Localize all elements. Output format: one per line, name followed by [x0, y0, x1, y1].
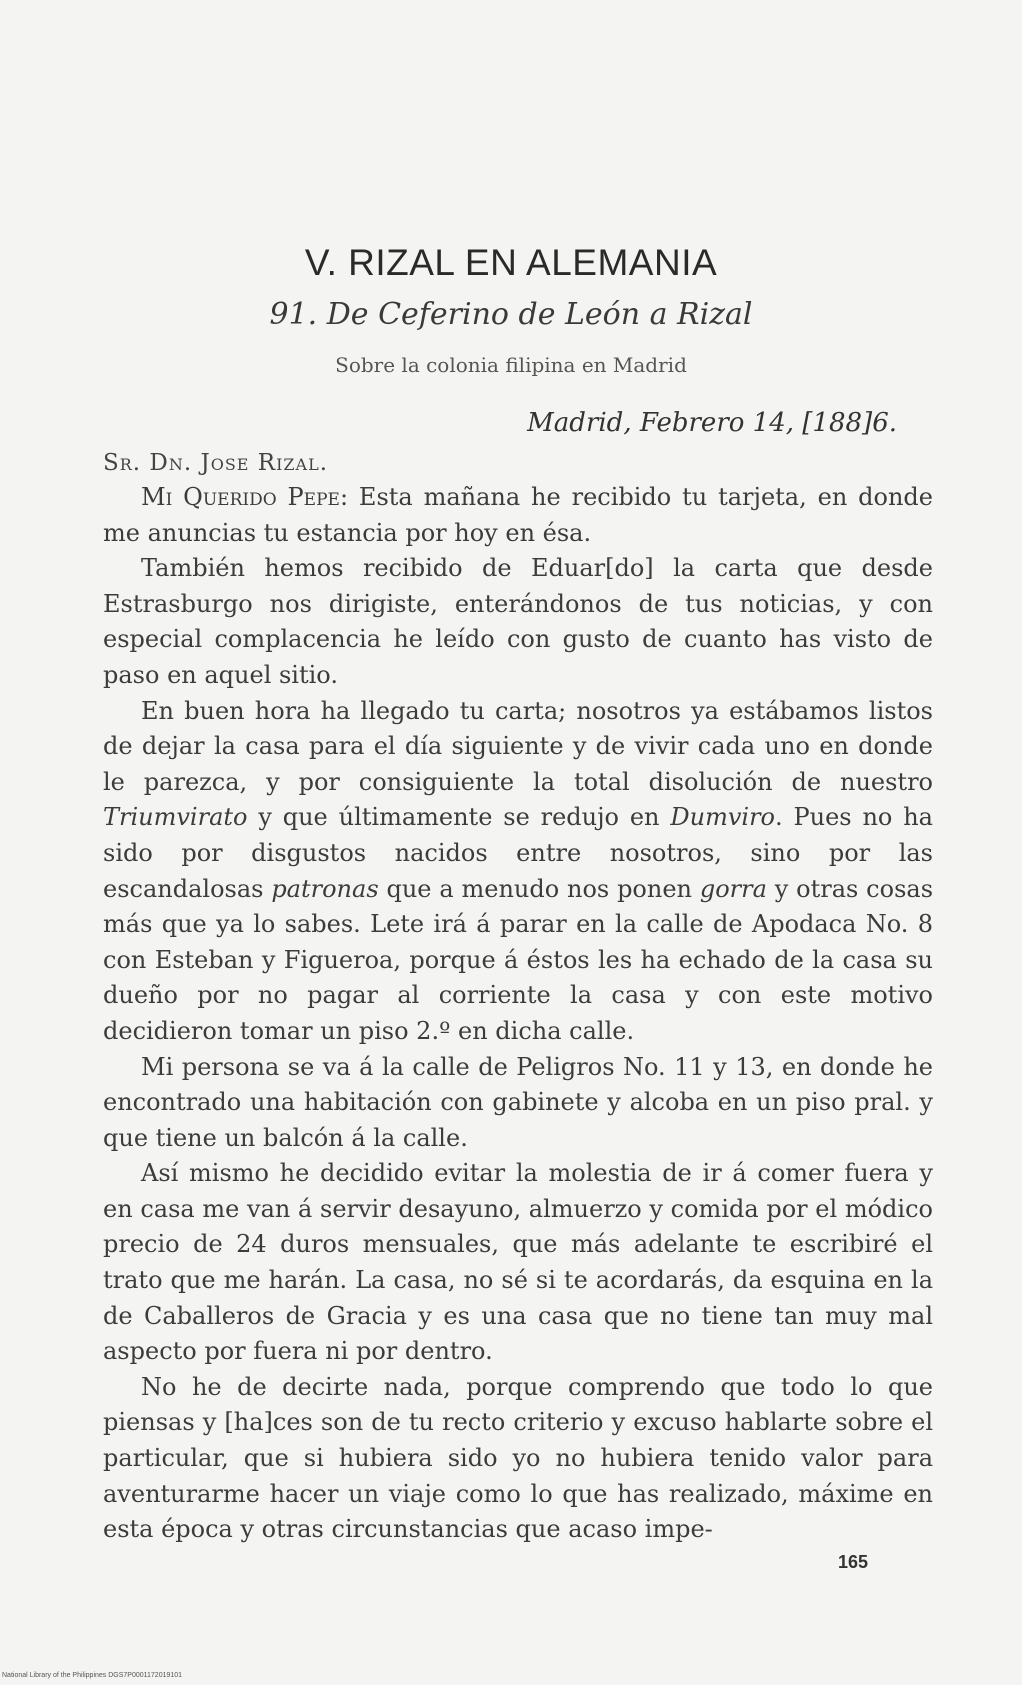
letter-title: 91. De Ceferino de León a Rizal [269, 297, 753, 332]
chapter-title: V. RIZAL EN ALEMANIA [304, 242, 718, 283]
paragraph: Mi Querido Pepe: Esta mañana he recibido tu tarjeta, en donde me anuncias tu estancia por hoy en ésa. [103, 483, 933, 547]
addressee: Sr. Dn. Jose Rizal. [103, 450, 329, 476]
paragraph: También hemos recibido de Eduar[do] la carta que desde Estrasburgo nos dirigiste, enterándonos de tus noticias, y con especial complacencia he leído con gusto de cuanto has visto de paso en aquel sitio. [103, 554, 933, 689]
dateline: Madrid, Febrero 14, [188]6. [527, 408, 897, 438]
page-number: 165 [838, 1552, 869, 1572]
paragraph: En buen hora ha llegado tu carta; nosotros ya estábamos listos de dejar la casa para el día siguiente y de vivir cada uno en donde le parezca, y por consiguiente la total disolución de nuestro Triumvirato y que últimamente se redujo en Dumviro. Pues no ha sido por disgustos nacidos entre nosotros, sino por las escandalosas patronas que a menudo nos ponen gorra y otras cosas más que ya lo sabes. Lete irá á parar en la calle de Apodaca No. 8 con Esteban y Figueroa, porque á éstos les ha echado de la casa su dueño por no pagar al corriente la casa y con este motivo decidieron tomar un piso 2.º en dicha calle. [103, 696, 934, 1045]
greeting: Mi Querido Pepe: [141, 483, 349, 511]
paragraph: Mi persona se va á la calle de Peligros No. 11 y 13, en donde he encontrado una habitación con gabinete y alcoba en un piso pral. y que tiene un balcón á la calle. [103, 1052, 933, 1152]
letter-description: Sobre la colonia filipina en Madrid [335, 353, 687, 377]
paragraph: Así mismo he decidido evitar la molestia de ir á comer fuera y en casa me van á servir desayuno, almuerzo y comida por el módico precio de 24 duros mensuales, que más adelante te escribiré el trato que me harán. La casa, no sé si te acordarás, da esquina en la de Caballeros de Gracia y es una casa que no tiene tan muy mal aspecto por fuera ni por dentro. [103, 1159, 933, 1366]
paragraph: No he de decirte nada, porque comprendo que todo lo que piensas y [ha]ces son de tu recto criterio y excuso hablarte sobre el particular, que si hubiera sido yo no hubiera tenido valor para aventurarme hacer un viaje como lo que has realizado, máxime en esta época y otras circunstancias que acaso impe- [103, 1372, 933, 1544]
letter-body [103, 480, 933, 1548]
archive-footer: National Library of the Philippines DGS7P0001172019101 [2, 1672, 183, 1679]
